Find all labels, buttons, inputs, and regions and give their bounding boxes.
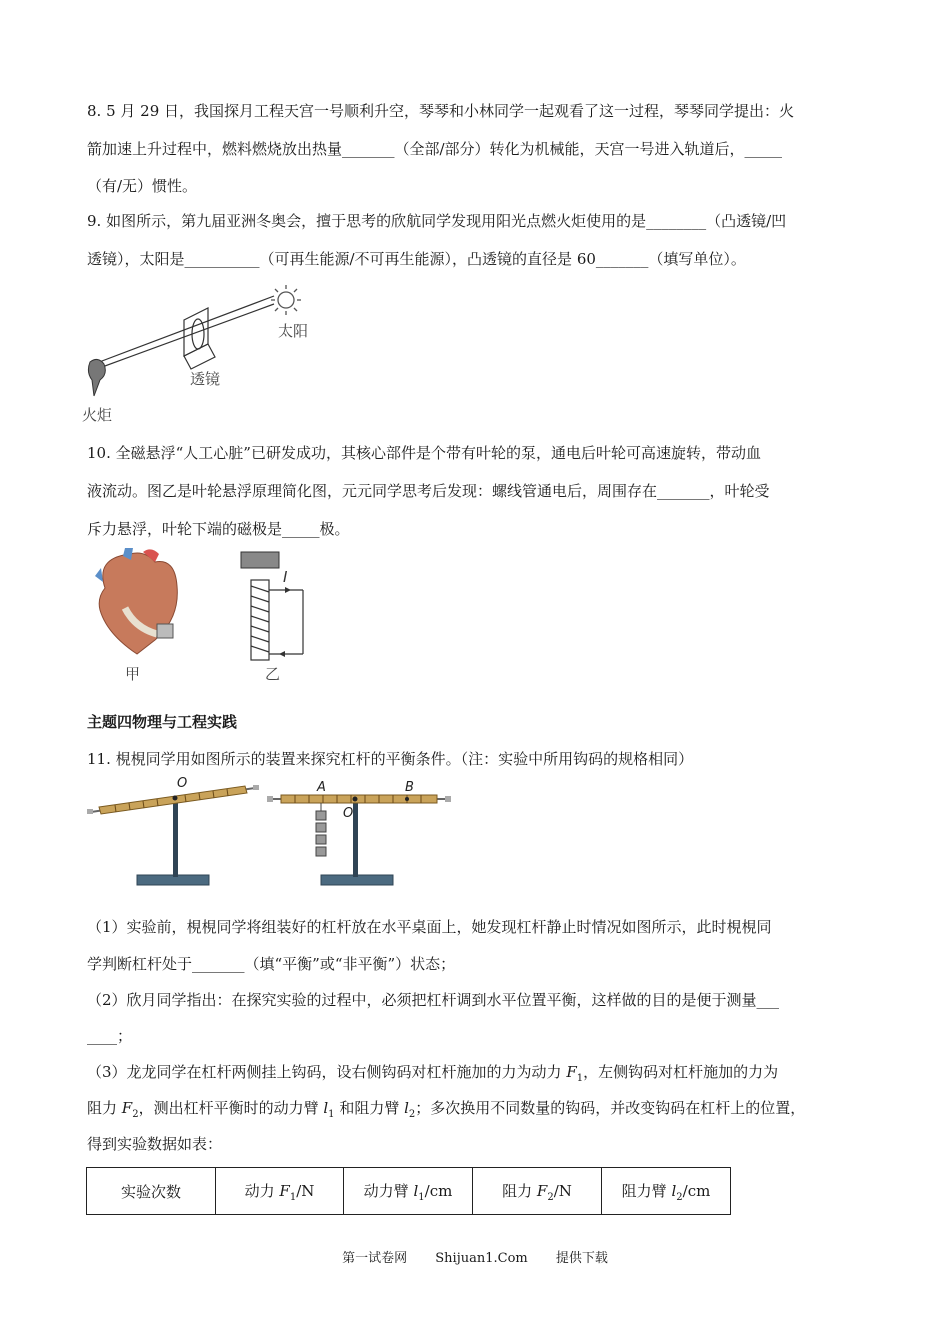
point-b-label: B (405, 780, 414, 795)
page-footer (0, 1247, 950, 1266)
footer-domain: Shijuan1.Com (435, 1251, 528, 1266)
q10-line1: 10. 全磁悬浮“人工心脏”已研发成功，其核心部件是个带有叶轮的泵，通电后叶轮可高速旋转，带动血 (87, 444, 761, 462)
q11-p1-line1: （1）实验前，梘梘同学将组装好的杠杆放在水平桌面上，她发现杠杆静止时情况如图所示，此时梘梘同 (87, 918, 772, 936)
q11-intro: 11. 梘梘同学用如图所示的装置来探究杠杆的平衡条件。（注：实验中所用钩码的规格相同） (87, 750, 694, 768)
q10-line2: 液流动。图乙是叶轮悬浮原理简化图，元元同学思考后发现：螺线管通电后，周围存在_______，叶轮受 (87, 482, 770, 500)
q11-p3-line1: （3）龙龙同学在杠杆两侧挂上钩码，设右侧钩码对杠杆施加的力为动力 $F_1$，左侧钩码对杠杆施加的力为 (87, 1063, 779, 1084)
pivot-label: O (177, 776, 188, 791)
sun-label: 太阳 (278, 322, 309, 340)
lens-figure (80, 282, 340, 427)
table-header-l2: 阻力臂 $l_2/cm$ (602, 1168, 731, 1215)
q9-line2: 透镜），太阳是__________（可再生能源/不可再生能源），凸透镜的直径是 60_______（填写单位）。 (87, 250, 746, 268)
current-label: I (283, 568, 288, 586)
point-a-label: A (317, 780, 326, 795)
table-header-trial: 实验次数 (87, 1168, 216, 1215)
q8-line1: 8. 5 月 29 日，我国探月工程天宫一号顺利升空，琴琴和小林同学一起观看了这一过程，琴琴同学提出：火 (87, 102, 795, 120)
experiment-data-table (86, 1167, 731, 1215)
heart-icon (95, 548, 177, 654)
q8-line2: 箭加速上升过程中，燃料燃烧放出热量_______（全部/部分）转化为机械能，天宫一号进入轨道后，_____ (87, 140, 783, 158)
heart-figure (85, 548, 315, 686)
q10-line3: 斥力悬浮，叶轮下端的磁极是_____极。 (87, 520, 350, 538)
level-lever (267, 795, 451, 885)
figure-label-jia: 甲 (125, 665, 141, 683)
lens-icon (184, 308, 215, 369)
section-title: 主题四物理与工程实践 (87, 713, 238, 731)
point-o-label: O (343, 806, 354, 821)
figure-label-yi: 乙 (265, 665, 281, 683)
footer-note: 提供下载 (555, 1251, 608, 1266)
q9-line1: 9. 如图所示，第九届亚洲冬奥会，擅于思考的欣航同学发现用阳光点燃火炬使用的是________（凸透镜/凹 (87, 212, 787, 230)
solenoid-diagram (241, 552, 303, 660)
lever-figure (85, 775, 455, 890)
q11-p2-line1: （2）欣月同学指出：在探究实验的过程中，必须把杠杆调到水平位置平衡，这样做的目的是便于测量___ (87, 991, 780, 1009)
table-header-l1: 动力臂 $l_1/cm$ (344, 1168, 473, 1215)
table-header-row (87, 1168, 731, 1215)
footer-site: 第一试卷网 (342, 1251, 408, 1266)
torch-label: 火炬 (82, 406, 113, 424)
lens-label: 透镜 (190, 370, 221, 388)
torch-icon (88, 359, 105, 396)
q11-p2-line2: ____； (87, 1027, 133, 1045)
q8-line3: （有/无）惯性。 (87, 177, 198, 195)
sun-icon (271, 285, 301, 315)
q11-p1-line2: 学判断杠杆处于_______（填“平衡”或“非平衡”）状态； (87, 955, 456, 973)
q11-p3-line3: 得到实验数据如表： (87, 1135, 223, 1153)
tilted-lever (87, 785, 259, 885)
table-header-f2: 阻力 $F_2/N$ (473, 1168, 602, 1215)
q11-p3-line2: 阻力 $F_2$，测出杠杆平衡时的动力臂 $l_1$ 和阻力臂 $l_2$；多次换用不同数量的钩码，并改变钩码在杠杆上的位置， (87, 1099, 806, 1120)
table-header-f1: 动力 $F_1/N$ (216, 1168, 344, 1215)
